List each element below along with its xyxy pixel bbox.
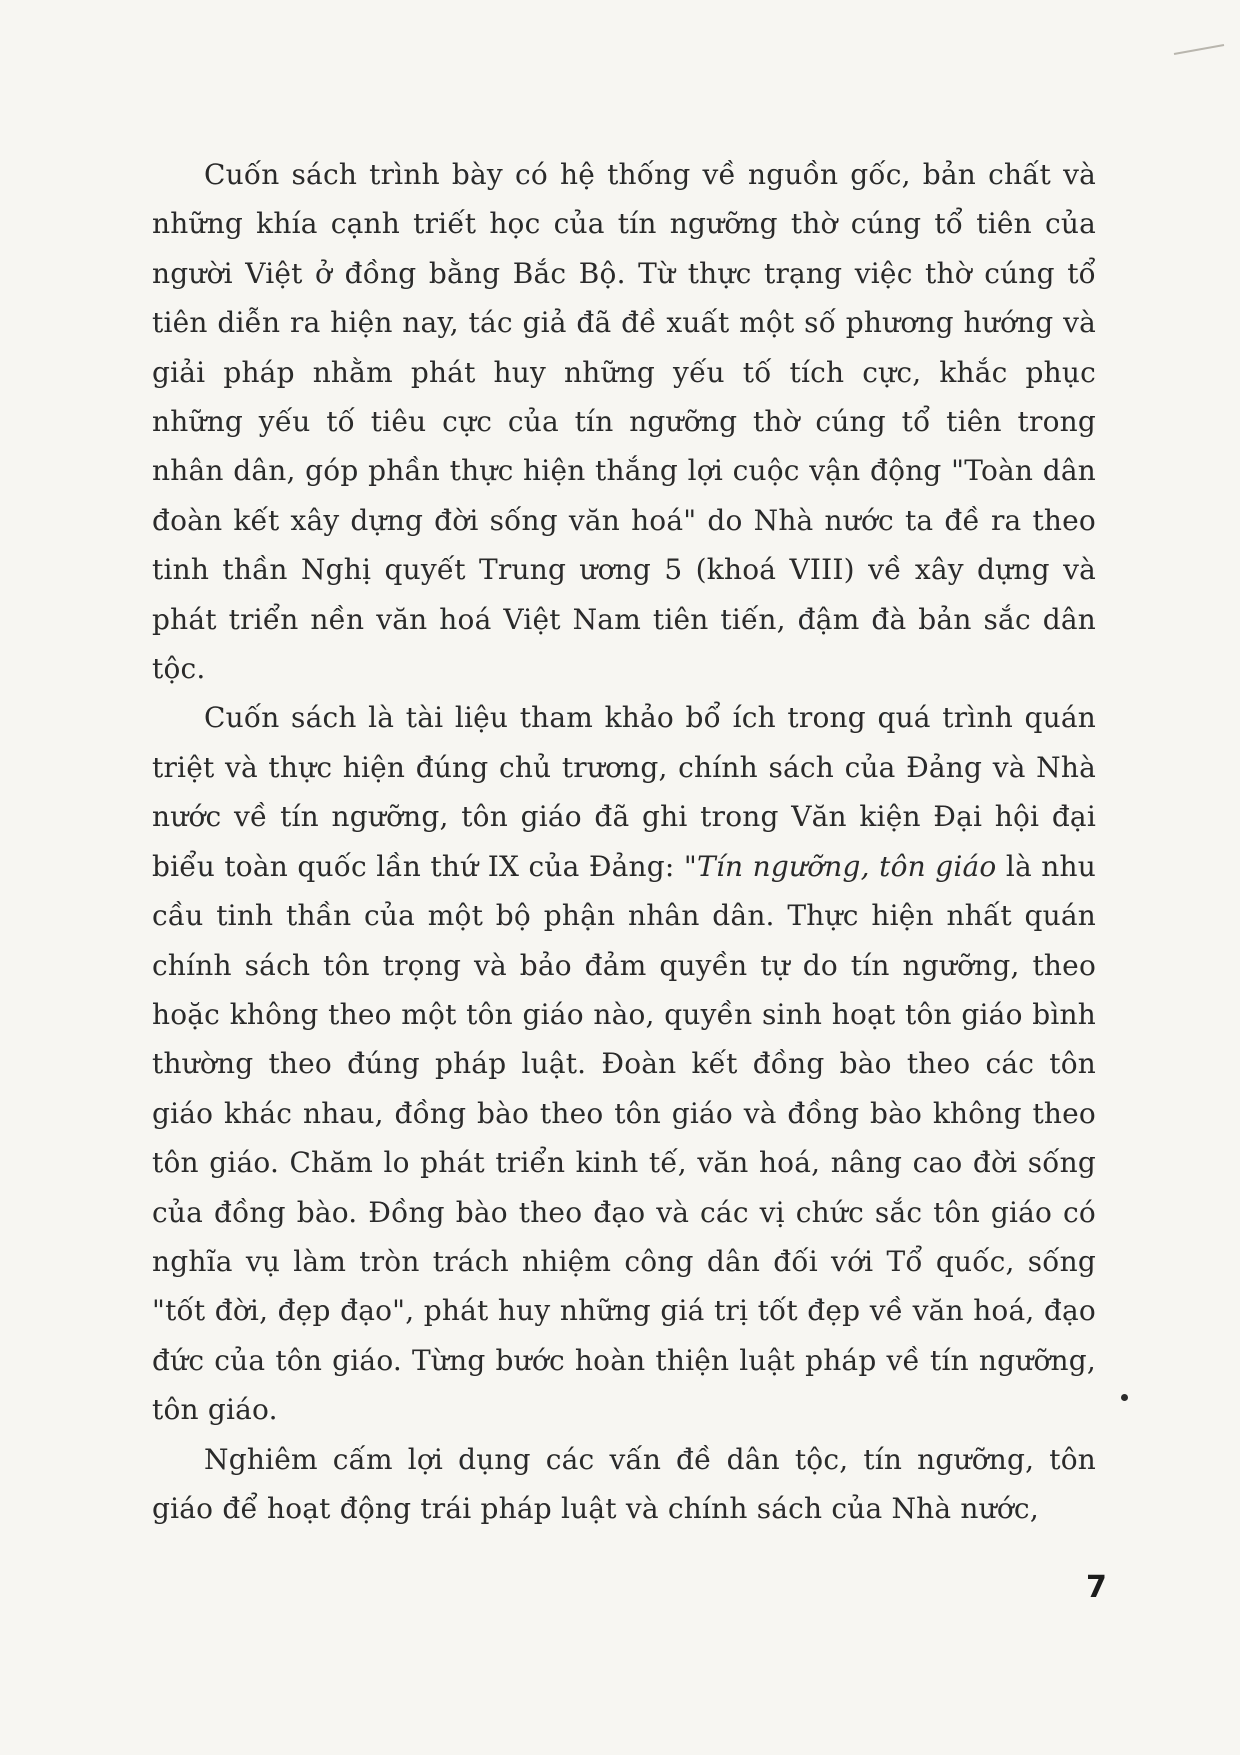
page-corner-mark (1172, 44, 1226, 56)
paragraph-2-text-end: là nhu cầu tinh thần của một bộ phận nhân dân. Thực hiện nhất quán chính sách tôn trọng và bảo đảm quyền tự do tín ngưỡng, theo hoặc không theo một tôn giáo nào, quyền sinh hoạt tôn giáo bình thường theo đúng pháp luật. Đoàn kết đồng bào theo các tôn giáo khác nhau, đồng bào theo tôn giáo và đồng bào không theo tôn giáo. Chăm lo phát triển kinh tế, văn hoá, nâng cao đời sống của đồng bào. Đồng bào theo đạo và các vị chức sắc tôn giáo có nghĩa vụ làm tròn trách nhiệm công dân đối với Tổ quốc, sống "tốt đời, đẹp đạo", phát huy những giá trị tốt đẹp về văn hoá, đạo đức của tôn giáo. Từng bước hoàn thiện luật pháp về tín ngưỡng, tôn giáo. (152, 849, 1096, 1427)
paragraph-2-text-start: Cuốn sách là tài liệu tham khảo bổ ích trong quá trình quán triệt và thực hiện đúng chủ trương, chính sách của Đảng và Nhà nước về tín ngưỡng, tôn giáo đã ghi trong Văn kiện Đại hội đại biểu toàn quốc lần thứ IX của Đảng: " (152, 701, 1096, 883)
paragraph-2 (152, 693, 1096, 1434)
paragraph-3-text: Nghiêm cấm lợi dụng các vấn đề dân tộc, tín ngưỡng, tôn giáo để hoạt động trái pháp luật và chính sách của Nhà nước, (152, 1442, 1096, 1525)
paragraph-2-italic-quote: Tín ngưỡng, tôn giáo (697, 849, 997, 883)
ink-speck (1121, 1394, 1128, 1401)
paragraph-1-text: Cuốn sách trình bày có hệ thống về nguồn gốc, bản chất và những khía cạnh triết học của tín ngưỡng thờ cúng tổ tiên của người Việt ở đồng bằng Bắc Bộ. Từ thực trạng việc thờ cúng tổ tiên diễn ra hiện nay, tác giả đã đề xuất một số phương hướng và giải pháp nhằm phát huy những yếu tố tích cực, khắc phục những yếu tố tiêu cực của tín ngưỡng thờ cúng tổ tiên trong nhân dân, góp phần thực hiện thắng lợi cuộc vận động "Toàn dân đoàn kết xây dựng đời sống văn hoá" do Nhà nước ta đề ra theo tinh thần Nghị quyết Trung ương 5 (khoá VIII) về xây dựng và phát triển nền văn hoá Việt Nam tiên tiến, đậm đà bản sắc dân tộc. (152, 158, 1096, 686)
body-text (152, 150, 1096, 1533)
paragraph-1 (152, 150, 1096, 693)
page-number: 7 (1086, 1570, 1107, 1605)
paragraph-3 (152, 1435, 1096, 1534)
